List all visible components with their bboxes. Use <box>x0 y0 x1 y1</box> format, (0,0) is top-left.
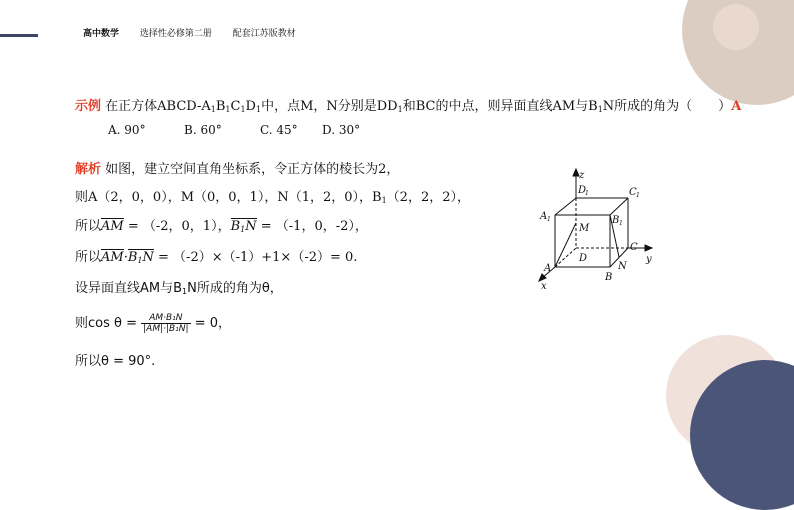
label-d: D <box>579 253 588 264</box>
vector-am: AM <box>101 219 124 234</box>
cube-figure <box>530 165 660 290</box>
example-label: 示例 <box>75 99 102 114</box>
label-d1: D <box>578 185 587 196</box>
segment-am <box>555 223 576 267</box>
label-b: B <box>605 272 613 283</box>
edge-a-d <box>555 248 576 267</box>
label-a: A <box>544 263 552 274</box>
option-a: A. 90° <box>108 123 146 137</box>
option-d: D. 30° <box>322 123 361 137</box>
label-c1: C <box>629 187 637 198</box>
header-accent-line <box>0 34 38 37</box>
edge-a1-d1 <box>555 198 576 215</box>
edge-b1-c1 <box>610 198 628 215</box>
vector-b1n: $B_1N$ <box>230 219 257 234</box>
vector-b1n-dot: $B_1N$ <box>127 250 154 265</box>
solution-line-4: 所以$AM\cdot B_1N = (-2)\times(-1)+1\times(-2)= 0$. <box>75 250 358 265</box>
svg-text:1: 1 <box>547 216 551 223</box>
example-answer: A <box>731 99 742 114</box>
example-options <box>108 123 360 137</box>
option-c: C. 45° <box>260 123 298 137</box>
label-z: z <box>579 170 585 181</box>
svg-text:1: 1 <box>585 190 589 197</box>
vector-am-dot: AM <box>101 250 124 265</box>
solution-label: 解析 <box>75 162 102 177</box>
solution-line-6: 则cos θ = $\frac{\text{AM·B₁N}}{\text{|AM|·|B₁N|}}$ = 0， <box>75 313 231 334</box>
solution-line-5: 设异面直线AM与$B_1N$所成的角为θ， <box>75 281 283 296</box>
label-y: y <box>646 254 652 265</box>
label-m: M <box>579 223 590 234</box>
axis-y-arrow <box>645 245 652 251</box>
svg-text:1: 1 <box>619 220 623 227</box>
label-a1: A <box>540 211 548 222</box>
svg-text:1: 1 <box>636 192 640 199</box>
solution-line-2: 则A（2，0，0），M（0，0，1），N（1，2，0），$B_1(2$，2，2）， <box>75 190 470 205</box>
example-question: 示例 在正方体ABCD-$A_1B_1C_1D_1$中，点M，N分别是$DD_1$和BC的中点，则异面直线AM与$B_1N$所成的角为（ ）A <box>75 99 742 114</box>
label-x: x <box>541 281 547 290</box>
cos-fraction: $\frac{\text{AM·B₁N}}{\text{|AM|·|B₁N|}}$ <box>143 313 189 334</box>
header-book: 选择性必修第二册 <box>139 29 212 39</box>
header <box>83 26 314 39</box>
solution-line-7: 所以θ = 90°. <box>75 354 156 369</box>
solution-line-3: 所以AM = （-2，0，1），$B_1N = (-1$，0，-2）， <box>75 219 368 234</box>
option-b: B. 60° <box>184 123 222 137</box>
solution-line-1: 解析 如图，建立空间直角坐标系，令正方体的棱长为2， <box>75 162 400 177</box>
decor-circle-small <box>713 4 759 50</box>
label-n: N <box>618 261 627 272</box>
header-edition: 配套江苏版教材 <box>232 29 296 39</box>
header-subject: 高中数学 <box>83 29 120 39</box>
label-c: C <box>630 242 638 253</box>
label-b1: B <box>612 215 620 226</box>
